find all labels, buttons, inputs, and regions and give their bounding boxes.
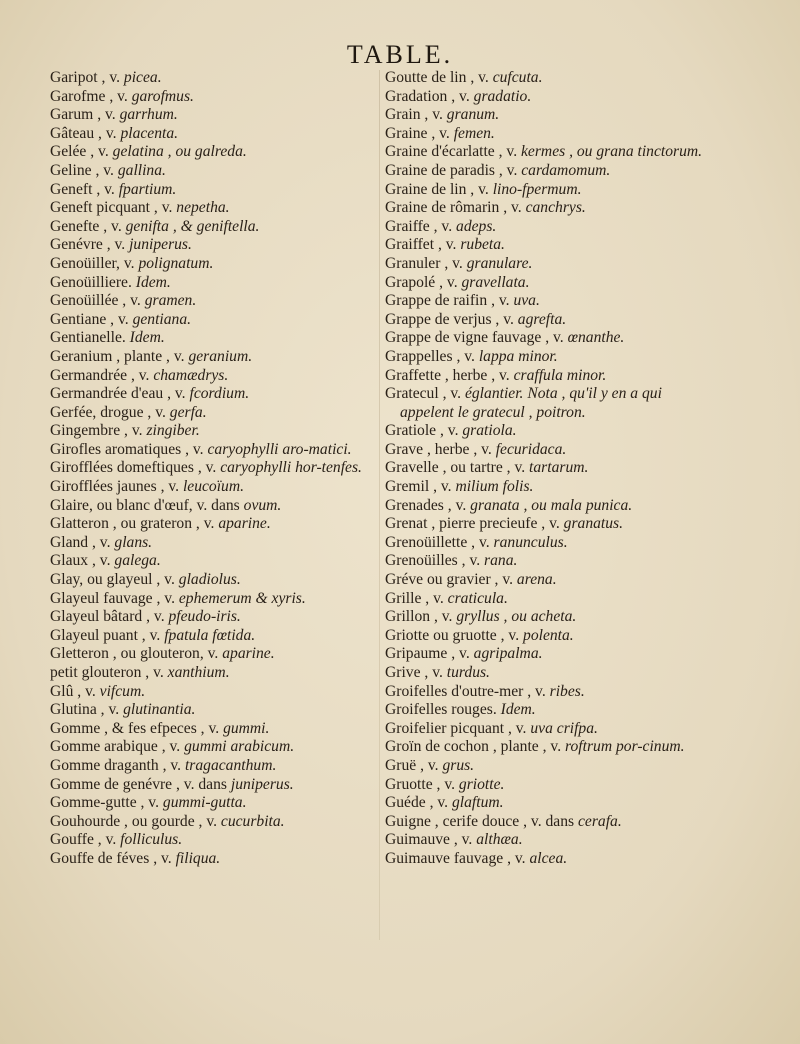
entry-term: Glayeul puant , v. xyxy=(50,626,165,644)
entry-term: Grappe de verjus , v. xyxy=(385,310,518,328)
index-entry xyxy=(50,292,375,311)
entry-term: Glaire, ou blanc d'œuf, v. dans xyxy=(50,496,244,514)
entry-latin-reference: juniperus. xyxy=(129,236,192,254)
entry-latin-reference: églantier. Nota , qu'il y en a qui appelent le gratecul , poitron. xyxy=(400,385,662,421)
index-entry xyxy=(50,162,375,181)
entry-latin-reference: nepetha. xyxy=(176,199,230,217)
entry-term: Gréve ou gravier , v. xyxy=(385,571,517,589)
entry-term: Gratecul , v. xyxy=(385,385,465,403)
entry-term: Graiffe , v. xyxy=(385,217,457,235)
entry-term: Groifelier picquant , v. xyxy=(385,719,531,737)
entry-latin-reference: lappa minor. xyxy=(478,347,558,365)
entry-term: Gouffe de féves , v. xyxy=(50,849,176,867)
entry-latin-reference: glans. xyxy=(114,533,153,551)
entry-term: Grappe de vigne fauvage , v. xyxy=(385,329,568,347)
entry-term: Grain , v. xyxy=(385,106,447,124)
entry-latin-reference: ribes. xyxy=(549,682,585,700)
index-entry xyxy=(385,794,715,813)
entry-latin-reference: cucurbita. xyxy=(220,812,285,830)
entry-latin-reference: adeps. xyxy=(456,217,497,235)
index-entry xyxy=(385,329,715,348)
index-entry xyxy=(50,88,375,107)
entry-latin-reference: rana. xyxy=(484,552,518,570)
entry-latin-reference: gerfa. xyxy=(169,403,207,421)
entry-latin-reference: turdus. xyxy=(446,664,490,681)
entry-term: Garofme , v. xyxy=(50,87,132,105)
entry-term: Gradation , v. xyxy=(385,87,474,105)
index-entry xyxy=(385,236,715,255)
index-entry xyxy=(50,329,375,348)
entry-term: Gâteau , v. xyxy=(50,124,121,142)
index-entry xyxy=(50,181,375,200)
entry-latin-reference: garrhum. xyxy=(119,106,178,124)
entry-latin-reference: geranium. xyxy=(188,347,253,365)
entry-latin-reference: vifcum. xyxy=(99,682,146,700)
index-entry xyxy=(385,497,715,516)
index-entry xyxy=(50,497,375,516)
index-entry xyxy=(50,441,375,460)
entry-latin-reference: gravellata. xyxy=(461,273,530,291)
index-entry xyxy=(50,459,375,478)
index-entry xyxy=(50,757,375,776)
entry-latin-reference: placenta. xyxy=(120,124,179,142)
entry-term: Geranium , plante , v. xyxy=(50,347,189,365)
entry-term: Graine de lin , v. xyxy=(385,180,493,198)
entry-term: Gingembre , v. xyxy=(50,422,147,440)
entry-latin-reference: gummi arabicum. xyxy=(184,738,295,756)
entry-latin-reference: galega. xyxy=(114,552,161,570)
index-entry xyxy=(385,478,715,497)
index-entry xyxy=(50,813,375,832)
index-entry xyxy=(50,571,375,590)
entry-term: Gomme , & fes efpeces , v. xyxy=(50,719,224,737)
index-entry xyxy=(50,590,375,609)
entry-latin-reference: glaftum. xyxy=(451,794,504,812)
entry-term: Geneft picquant , v. xyxy=(50,199,177,217)
entry-term: Grenoüilles , v. xyxy=(385,552,485,570)
entry-term: Gentianelle. xyxy=(50,329,130,347)
index-entry xyxy=(385,422,715,441)
entry-latin-reference: gallina. xyxy=(117,161,166,179)
entry-term: Genoüiller, v. xyxy=(50,254,139,272)
entry-term: Grenat , pierre precieufe , v. xyxy=(385,515,564,533)
entry-latin-reference: griotte. xyxy=(458,775,505,793)
index-entry xyxy=(385,645,715,664)
index-entry xyxy=(50,776,375,795)
index-entry xyxy=(385,757,715,776)
index-entry xyxy=(50,720,375,739)
index-entry xyxy=(50,608,375,627)
index-entry xyxy=(385,776,715,795)
entry-term: Groifelles d'outre-mer , v. xyxy=(385,682,550,700)
entry-latin-reference: pfeudo-iris. xyxy=(168,608,241,626)
entry-term: Gripaume , v. xyxy=(385,645,474,663)
index-entry xyxy=(50,218,375,237)
page-title: TABLE. xyxy=(346,40,454,69)
entry-latin-reference: Idem. xyxy=(500,701,536,719)
index-entry xyxy=(50,738,375,757)
index-entry xyxy=(50,831,375,850)
entry-latin-reference: canchrys. xyxy=(525,199,586,217)
entry-latin-reference: tragacanthum. xyxy=(184,756,277,774)
entry-latin-reference: genifta , & geniftella. xyxy=(125,217,260,235)
entry-latin-reference: picea. xyxy=(123,69,162,86)
index-entry xyxy=(385,125,715,144)
entry-latin-reference: uva crifpa. xyxy=(530,719,598,737)
entry-term: Gletteron , ou glouteron, v. xyxy=(50,645,223,663)
entry-latin-reference: granata , ou mala punica. xyxy=(470,496,633,514)
entry-term: Granuler , v. xyxy=(385,254,467,272)
index-entry xyxy=(385,348,715,367)
index-entry xyxy=(50,478,375,497)
entry-term: Goutte de lin , v. xyxy=(385,69,493,86)
entry-term: Groïn de cochon , plante , v. xyxy=(385,738,565,756)
entry-latin-reference: cardamomum. xyxy=(521,161,611,179)
entry-term: Genoüillée , v. xyxy=(50,292,145,310)
entry-latin-reference: craticula. xyxy=(447,589,508,607)
entry-term: Graine , v. xyxy=(385,124,454,142)
entry-latin-reference: gentiana. xyxy=(132,310,192,328)
index-entry xyxy=(385,385,715,422)
entry-latin-reference: lino-fpermum. xyxy=(492,180,582,198)
entry-term: Glayeul bâtard , v. xyxy=(50,608,169,626)
entry-latin-reference: fcordium. xyxy=(189,385,250,403)
entry-term: Grille , v. xyxy=(385,589,448,607)
index-entry xyxy=(50,236,375,255)
entry-latin-reference: Idem. xyxy=(129,329,165,347)
index-entry xyxy=(50,106,375,125)
entry-latin-reference: gelatina , ou galreda. xyxy=(112,143,247,161)
index-entry xyxy=(50,274,375,293)
index-entry xyxy=(50,534,375,553)
left-column-list xyxy=(50,69,375,869)
entry-latin-reference: polenta. xyxy=(523,626,574,644)
index-entry xyxy=(385,441,715,460)
column-divider xyxy=(379,70,380,940)
entry-latin-reference: ephemerum & xyris. xyxy=(178,589,306,607)
entry-term: Gomme-gutte , v. xyxy=(50,794,163,812)
entry-latin-reference: fpatula fœtida. xyxy=(164,626,256,644)
entry-term: Garipot , v. xyxy=(50,69,124,86)
index-entry xyxy=(385,162,715,181)
entry-term: Gland , v. xyxy=(50,533,115,551)
entry-term: Graffette , herbe , v. xyxy=(385,366,514,384)
index-entry xyxy=(385,813,715,832)
index-entry xyxy=(385,181,715,200)
entry-term: Glay, ou glayeul , v. xyxy=(50,571,179,589)
entry-term: Germandrée d'eau , v. xyxy=(50,385,190,403)
entry-latin-reference: ranunculus. xyxy=(493,533,568,551)
entry-term: Gouhourde , ou gourde , v. xyxy=(50,812,221,830)
entry-term: Glaux , v. xyxy=(50,552,115,570)
entry-latin-reference: roftrum por-cinum. xyxy=(565,738,685,756)
index-entry xyxy=(50,664,375,683)
entry-term: Genévre , v. xyxy=(50,236,130,254)
entry-term: Graine d'écarlatte , v. xyxy=(385,143,522,161)
entry-latin-reference: cerafa. xyxy=(577,812,622,830)
index-entry xyxy=(385,106,715,125)
index-entry xyxy=(50,348,375,367)
entry-latin-reference: chamædrys. xyxy=(153,366,229,384)
entry-term: Gomme de genévre , v. dans xyxy=(50,775,231,793)
entry-term: Grave , herbe , v. xyxy=(385,440,496,458)
index-entry xyxy=(385,274,715,293)
entry-latin-reference: fecuridaca. xyxy=(495,440,567,458)
entry-latin-reference: aparine. xyxy=(218,515,271,533)
index-entry xyxy=(385,367,715,386)
index-entry xyxy=(385,199,715,218)
index-entry xyxy=(50,125,375,144)
entry-term: Glayeul fauvage , v. xyxy=(50,589,179,607)
index-entry xyxy=(50,850,375,869)
entry-latin-reference: granatus. xyxy=(563,515,624,533)
entry-latin-reference: gummi-gutta. xyxy=(162,794,247,812)
entry-term: Geneft , v. xyxy=(50,180,119,198)
entry-term: Geline , v. xyxy=(50,161,118,179)
index-entry xyxy=(385,627,715,646)
entry-latin-reference: gradatio. xyxy=(473,87,532,105)
entry-latin-reference: grus. xyxy=(442,756,475,774)
index-entry xyxy=(50,367,375,386)
entry-term: Gomme arabique , v. xyxy=(50,738,185,756)
entry-term: Gouffe , v. xyxy=(50,831,121,849)
entry-term: Gomme draganth , v. xyxy=(50,756,185,774)
index-entry xyxy=(385,534,715,553)
entry-latin-reference: tartarum. xyxy=(529,459,589,477)
entry-latin-reference: folliculus. xyxy=(120,831,183,849)
entry-latin-reference: œnanthe. xyxy=(567,329,625,347)
entry-term: Guimauve fauvage , v. xyxy=(385,849,530,867)
entry-term: Grapolé , v. xyxy=(385,273,462,291)
index-entry xyxy=(385,255,715,274)
index-entry xyxy=(50,69,375,88)
index-entry xyxy=(50,404,375,423)
entry-latin-reference: craffula minor. xyxy=(513,366,607,384)
entry-latin-reference: Idem. xyxy=(135,273,171,291)
entry-term: Girofles aromatiques , v. xyxy=(50,440,208,458)
index-entry xyxy=(50,385,375,404)
entry-term: Graine de paradis , v. xyxy=(385,161,522,179)
entry-latin-reference: polignatum. xyxy=(138,254,214,272)
index-entry xyxy=(50,199,375,218)
index-entry xyxy=(385,608,715,627)
index-entry xyxy=(50,794,375,813)
index-entry xyxy=(385,590,715,609)
index-entry xyxy=(50,422,375,441)
entry-latin-reference: cufcuta. xyxy=(492,69,543,86)
entry-term: Graiffet , v. xyxy=(385,236,461,254)
entry-term: Griotte ou gruotte , v. xyxy=(385,626,524,644)
index-entry xyxy=(385,571,715,590)
index-entry xyxy=(385,292,715,311)
entry-term: Gruë , v. xyxy=(385,756,443,774)
index-entry xyxy=(385,738,715,757)
entry-term: Grenoüillette , v. xyxy=(385,533,494,551)
entry-latin-reference: fpartium. xyxy=(118,180,177,198)
entry-latin-reference: uva. xyxy=(513,292,540,310)
index-entry xyxy=(385,459,715,478)
index-entry xyxy=(385,143,715,162)
index-entry xyxy=(385,218,715,237)
entry-latin-reference: ovum. xyxy=(243,496,282,514)
entry-term: Grillon , v. xyxy=(385,608,457,626)
entry-latin-reference: gryllus , ou acheta. xyxy=(456,608,577,626)
entry-latin-reference: agripalma. xyxy=(473,645,543,663)
entry-latin-reference: gratiola. xyxy=(462,422,517,440)
entry-latin-reference: filiqua. xyxy=(175,849,221,867)
entry-term: Genoüilliere. xyxy=(50,273,136,291)
entry-latin-reference: milium folis. xyxy=(455,478,534,496)
entry-latin-reference: gladiolus. xyxy=(178,571,241,589)
index-entry xyxy=(385,701,715,720)
entry-term: petit glouteron , v. xyxy=(50,664,168,681)
index-entry xyxy=(385,69,715,88)
entry-term: Gremil , v. xyxy=(385,478,456,496)
entry-latin-reference: femen. xyxy=(453,124,495,142)
entry-term: Germandrée , v. xyxy=(50,366,154,384)
entry-latin-reference: gramen. xyxy=(144,292,197,310)
entry-latin-reference: granum. xyxy=(446,106,500,124)
entry-latin-reference: leucoïum. xyxy=(182,478,245,496)
index-entry xyxy=(50,645,375,664)
entry-latin-reference: rubeta. xyxy=(460,236,505,254)
index-entry xyxy=(50,701,375,720)
entry-latin-reference: althæa. xyxy=(476,831,523,849)
entry-latin-reference: agrefta. xyxy=(517,310,567,328)
entry-latin-reference: xanthium. xyxy=(167,664,230,681)
index-entry xyxy=(385,720,715,739)
entry-term: Garum , v. xyxy=(50,106,120,124)
entry-latin-reference: glutinantia. xyxy=(123,701,196,719)
index-entry xyxy=(385,664,715,683)
entry-latin-reference: gummi. xyxy=(223,719,270,737)
index-entry xyxy=(50,552,375,571)
entry-latin-reference: garofmus. xyxy=(131,87,194,105)
entry-term: Guéde , v. xyxy=(385,794,452,812)
entry-term: Glû , v. xyxy=(50,682,100,700)
entry-term: Grenades , v. xyxy=(385,496,471,514)
index-entry xyxy=(385,850,715,869)
entry-term: Gravelle , ou tartre , v. xyxy=(385,459,530,477)
entry-term: Grive , v. xyxy=(385,664,447,681)
index-entry xyxy=(385,88,715,107)
entry-latin-reference: aparine. xyxy=(222,645,275,663)
index-entry xyxy=(385,683,715,702)
entry-term: Girofflées jaunes , v. xyxy=(50,478,183,496)
entry-term: Grappe de raifin , v. xyxy=(385,292,514,310)
entry-term: Glutina , v. xyxy=(50,701,124,719)
index-entry xyxy=(385,515,715,534)
index-entry xyxy=(385,831,715,850)
entry-latin-reference: juniperus. xyxy=(230,775,294,793)
entry-term: Glatteron , ou grateron , v. xyxy=(50,515,219,533)
entry-term: Guimauve , v. xyxy=(385,831,477,849)
entry-term: Gelée , v. xyxy=(50,143,113,161)
entry-term: Groifelles rouges. xyxy=(385,701,501,719)
index-entry xyxy=(50,683,375,702)
entry-term: Graine de rômarin , v. xyxy=(385,199,526,217)
entry-term: Grappelles , v. xyxy=(385,347,479,365)
index-entry xyxy=(50,311,375,330)
entry-latin-reference: arena. xyxy=(516,571,557,589)
entry-latin-reference: granulare. xyxy=(466,254,533,272)
entry-latin-reference: caryophylli aro-matici. xyxy=(207,440,352,458)
index-entry xyxy=(50,143,375,162)
index-entry xyxy=(385,311,715,330)
entry-term: Gruotte , v. xyxy=(385,775,459,793)
index-entry xyxy=(385,552,715,571)
entry-term: Gratiole , v. xyxy=(385,422,463,440)
entry-latin-reference: alcea. xyxy=(529,849,568,867)
entry-term: Girofflées domeftiques , v. xyxy=(50,459,221,477)
entry-term: Gentiane , v. xyxy=(50,310,133,328)
index-entry xyxy=(50,627,375,646)
entry-term: Gerfée, drogue , v. xyxy=(50,403,170,421)
entry-latin-reference: caryophylli hor-tenfes. xyxy=(220,459,362,477)
right-column-list xyxy=(385,69,715,869)
index-entry xyxy=(50,255,375,274)
entry-term: Guigne , cerife douce , v. dans xyxy=(385,812,578,830)
entry-term: Genefte , v. xyxy=(50,217,126,235)
index-entry xyxy=(50,515,375,534)
entry-latin-reference: kermes , ou grana tinctorum. xyxy=(521,143,703,161)
entry-latin-reference: zingiber. xyxy=(146,422,200,440)
